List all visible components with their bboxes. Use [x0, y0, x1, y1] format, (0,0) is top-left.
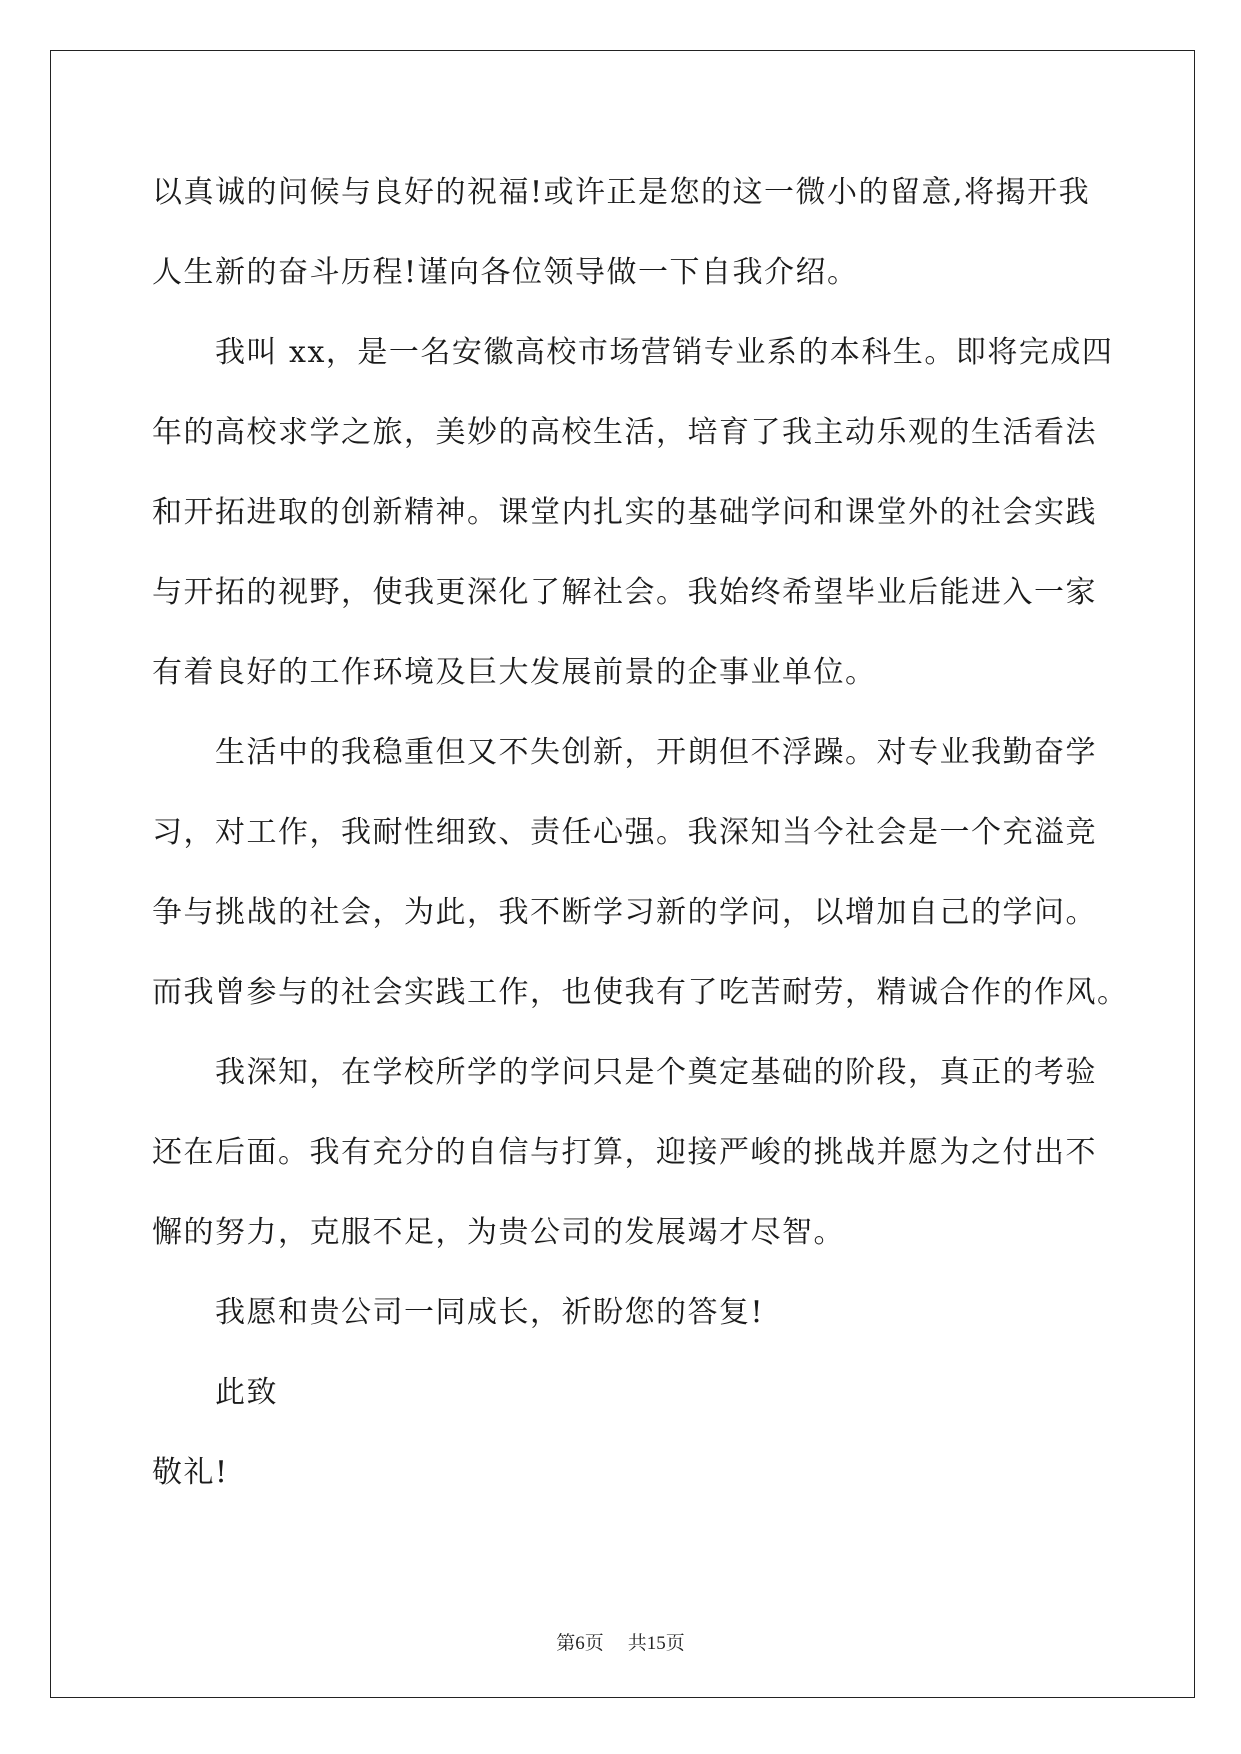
text-line: 习，对工作，我耐性细致、责任心强。我深知当今社会是一个充溢竞: [152, 815, 1097, 850]
salutation-line: 敬礼!: [152, 1455, 229, 1490]
text-line: 人生新的奋斗历程!谨向各位领导做一下自我介绍。: [152, 255, 859, 290]
text-line: 懈的努力，克服不足，为贵公司的发展竭才尽智。: [152, 1215, 845, 1250]
page-footer: [0, 1628, 1241, 1655]
text-line: 与开拓的视野，使我更深化了解社会。我始终希望毕业后能进入一家: [152, 575, 1097, 610]
salutation-line: 此致: [215, 1375, 278, 1410]
text-line: 还在后面。我有充分的自信与打算，迎接严峻的挑战并愿为之付出不: [152, 1135, 1097, 1170]
closing-line: 我愿和贵公司一同成长，祈盼您的答复!: [215, 1295, 765, 1330]
text-line: 和开拓进取的创新精神。课堂内扎实的基础学问和课堂外的社会实践: [152, 495, 1097, 530]
page-number: 第6页: [556, 1633, 604, 1654]
paragraph-start-line: 我叫 xx，是一名安徽高校市场营销专业系的本科生。即将完成四: [215, 335, 1114, 370]
text-line: 以真诚的问候与良好的祝福!或许正是您的这一微小的留意,将揭开我: [152, 175, 1091, 210]
paragraph-start-line: 我深知，在学校所学的学问只是个奠定基础的阶段，真正的考验: [215, 1055, 1097, 1090]
text-line: 争与挑战的社会，为此，我不断学习新的学问，以增加自己的学问。: [152, 895, 1097, 930]
page-total: 共15页: [627, 1633, 685, 1654]
text-line: 而我曾参与的社会实践工作，也使我有了吃苦耐劳，精诚合作的作风。: [152, 975, 1129, 1010]
text-line: 有着良好的工作环境及巨大发展前景的企事业单位。: [152, 655, 877, 690]
text-line: 年的高校求学之旅，美妙的高校生活，培育了我主动乐观的生活看法: [152, 415, 1097, 450]
letter-body: [152, 165, 1129, 1525]
paragraph-start-line: 生活中的我稳重但又不失创新，开朗但不浮躁。对专业我勤奋学: [215, 735, 1097, 770]
